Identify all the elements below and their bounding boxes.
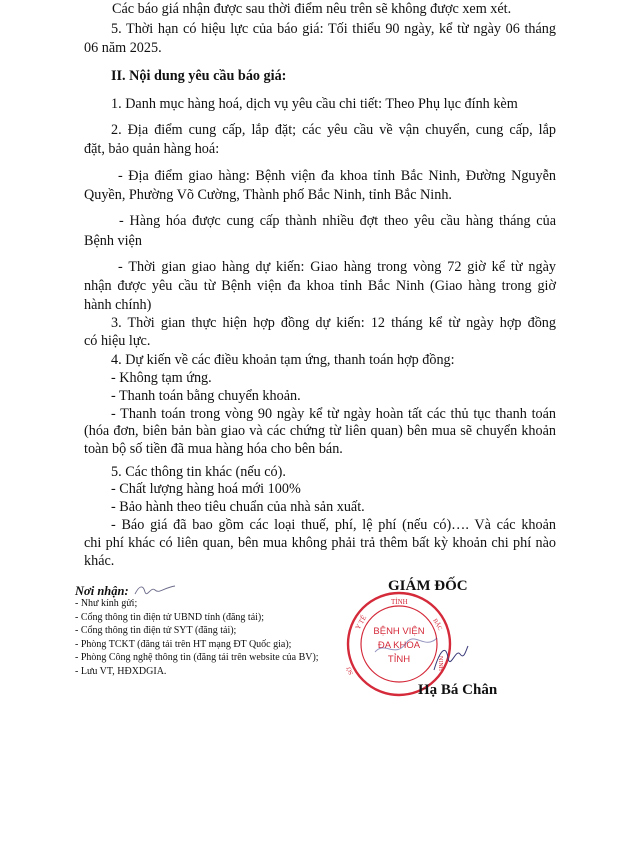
section-heading: II. Nội dung yêu cầu báo giá: bbox=[111, 68, 287, 84]
seal-text-line-3: TỈNH bbox=[387, 654, 411, 665]
paragraph-line: - Chất lượng hàng hoá mới 100% bbox=[111, 481, 301, 497]
seal-text-line-1: BỆNH VIỆN bbox=[373, 626, 425, 637]
recipient-item: - Cổng thông tin điện tử SYT (đăng tải); bbox=[75, 625, 237, 636]
paragraph-line: có hiệu lực. bbox=[84, 333, 151, 349]
svg-text:NINH: NINH bbox=[437, 656, 443, 671]
paragraph-line: 5. Các thông tin khác (nếu có). bbox=[111, 464, 286, 480]
paragraph-line: - Báo giá đã bao gồm các loại thuế, phí, lệ phí (nếu có)…. Và các khoản bbox=[111, 517, 556, 533]
seal-text-line-2: ĐA KHOA bbox=[377, 640, 421, 651]
paragraph-line: hành chính) bbox=[84, 297, 152, 313]
signer-name: Hạ Bá Chân bbox=[418, 682, 498, 698]
paragraph-line: nhận được yêu cầu từ Bệnh viện đa khoa tỉnh Bắc Ninh (Giao hàng trong giờ bbox=[84, 278, 556, 294]
paragraph-line: Quyền, Phường Võ Cường, Thành phố Bắc Ninh, tỉnh Bắc Ninh. bbox=[84, 187, 452, 203]
svg-text:TỈNH: TỈNH bbox=[391, 598, 408, 606]
signature-scribble bbox=[430, 640, 470, 676]
recipient-item: - Như kính gửi; bbox=[75, 598, 138, 609]
recipient-item: - Phòng TCKT (đăng tải trên HT mạng ĐT Quốc gia); bbox=[75, 639, 292, 650]
paragraph-line: - Địa điểm giao hàng: Bệnh viện đa khoa tỉnh Bắc Ninh, Đường Nguyễn bbox=[118, 168, 556, 184]
paragraph-line: - Bảo hành theo tiêu chuẩn của nhà sản xuất. bbox=[111, 499, 365, 515]
paragraph-line: - Thanh toán trong vòng 90 ngày kể từ ngày hoàn tất các thủ tục thanh toán bbox=[111, 406, 556, 422]
paragraph-line: 1. Danh mục hàng hoá, dịch vụ yêu cầu chi tiết: Theo Phụ lục đính kèm bbox=[111, 96, 518, 112]
paragraph-line: - Không tạm ứng. bbox=[111, 370, 212, 386]
recipient-item: - Phòng Công nghệ thông tin (đăng tải trên website của BV); bbox=[75, 652, 319, 663]
paragraph-line: Các báo giá nhận được sau thời điểm nêu trên sẽ không được xem xét. bbox=[112, 1, 512, 17]
recipients-title: Nơi nhận: bbox=[75, 584, 129, 598]
paragraph-line: (hóa đơn, biên bản bàn giao và các chứng từ liên quan) bên mua sẽ chuyển khoản bbox=[84, 423, 556, 439]
recipient-item: - Lưu VT, HĐXDGIA. bbox=[75, 666, 167, 677]
svg-text:Y TẾ: Y TẾ bbox=[353, 614, 369, 631]
paragraph-line: 3. Thời gian thực hiện hợp đồng dự kiến: 12 tháng kể từ ngày hợp đồng bbox=[111, 315, 556, 331]
paragraph-line: - Hàng hóa được cung cấp thành nhiều đợt theo yêu cầu hàng tháng của bbox=[119, 213, 556, 229]
svg-text:BẮC: BẮC bbox=[431, 618, 443, 632]
paragraph-line: 06 năm 2025. bbox=[84, 40, 162, 56]
initials-scribble bbox=[133, 580, 177, 600]
paragraph-line: 5. Thời hạn có hiệu lực của báo giá: Tối thiểu 90 ngày, kể từ ngày 06 tháng bbox=[111, 21, 556, 37]
paragraph-line: - Thời gian giao hàng dự kiến: Giao hàng trong vòng 72 giờ kể từ ngày bbox=[118, 259, 556, 275]
paragraph-line: 4. Dự kiến về các điều khoản tạm ứng, thanh toán hợp đồng: bbox=[111, 352, 455, 368]
paragraph-line: đặt, bảo quản hàng hoá: bbox=[84, 141, 220, 157]
recipient-item: - Cổng thông tin điện tử UBND tỉnh (đăng tải); bbox=[75, 612, 265, 623]
svg-text:SỞ: SỞ bbox=[346, 666, 355, 676]
paragraph-line: toàn bộ số tiền đã mua hàng hóa cho bên bán. bbox=[84, 441, 343, 457]
paragraph-line: chi phí khác có liên quan, bên mua không phải trả thêm bất kỳ khoản chi phí nào bbox=[84, 535, 556, 551]
paragraph-line: 2. Địa điểm cung cấp, lắp đặt; các yêu cầu về vận chuyển, cung cấp, lắp bbox=[111, 122, 556, 138]
paragraph-line: - Thanh toán bằng chuyển khoản. bbox=[111, 388, 301, 404]
paragraph-line: khác. bbox=[84, 553, 115, 569]
paragraph-line: Bệnh viện bbox=[84, 233, 142, 249]
signer-title: GIÁM ĐỐC bbox=[388, 578, 468, 594]
